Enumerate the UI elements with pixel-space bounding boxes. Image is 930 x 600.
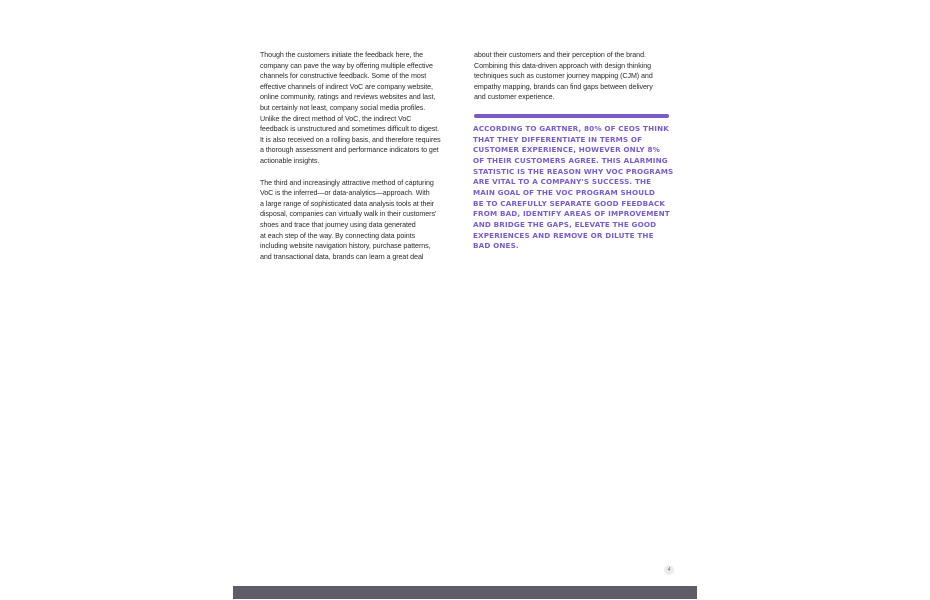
text-line: techniques such as customer journey mapping (CJM) and (474, 72, 653, 81)
text-line: VoC is the inferred—or data-analytics—approach. With (260, 189, 430, 198)
right-column (474, 50, 670, 103)
text-line: feedback is unstructured and sometimes difficult to digest. (260, 125, 440, 134)
text-line: online community, ratings and reviews websites and last, (260, 93, 436, 102)
footer-bar (233, 586, 697, 599)
text-line: effective channels of indirect VoC are company website, (260, 82, 433, 91)
pull-quote-line: FROM BAD, IDENTIFY AREAS OF IMPROVEMENT (473, 209, 670, 219)
pull-quote-line: ACCORDING TO GARTNER, 80% OF CEOS THINK (473, 124, 669, 133)
pull-quote-line: BE TO CAREFULLY SEPARATE GOOD FEEDBACK (473, 198, 666, 208)
pull-quote-line: ARE VITAL TO A COMPANY'S SUCCESS. THE (473, 177, 652, 187)
text-line: and transactional data, brands can learn a great deal (260, 252, 424, 261)
text-line: at each step of the way. By connecting data points (260, 231, 416, 240)
pull-quote-line: EXPERIENCES AND REMOVE OR DILUTE THE (473, 230, 654, 240)
text-line: and customer experience. (474, 93, 555, 102)
callout-divider (474, 114, 669, 118)
pull-quote-line: AND BRIDGE THE GAPS, ELEVATE THE GOOD (473, 219, 657, 229)
page-number: 4 (664, 565, 674, 575)
text-line: including website navigation history, purchase patterns, (260, 242, 431, 251)
pull-quote-line: CUSTOMER EXPERIENCE, HOWEVER ONLY 8% (473, 145, 660, 155)
text-line: empathy mapping, brands can find gaps between delivery (474, 82, 653, 91)
pull-quote-line: MAIN GOAL OF THE VOC PROGRAM SHOULD (473, 187, 656, 197)
paragraph-spacer (260, 167, 456, 178)
pull-quote-line: BAD ONES. (473, 241, 519, 251)
pull-quote-line: STATISTIC IS THE REASON WHY VOC PROGRAMS (473, 166, 674, 176)
text-line: Combining this data-driven approach with design thinking (474, 61, 652, 70)
text-line: shoes and trace that journey using data generated (260, 220, 416, 229)
text-line: a thorough assessment and performance indicators to get (260, 146, 439, 155)
left-column (260, 50, 456, 262)
pull-quote (473, 124, 673, 252)
text-line: company can pave the way by offering multiple effective (260, 61, 433, 70)
text-line: Though the customers initiate the feedback here, the (260, 51, 424, 59)
text-line: but certainly not least, company social media profiles. (260, 103, 426, 112)
pull-quote-line: THAT THEY DIFFERENTIATE IN TERMS OF (473, 134, 643, 144)
body-paragraph (260, 178, 456, 263)
text-line: a large range of sophisticated data analysis tools at their (260, 199, 435, 208)
text-line: disposal, companies can virtually walk in their customers' (260, 210, 437, 219)
text-line: Unlike the direct method of VoC, the indirect VoC (260, 114, 412, 123)
body-paragraph (474, 50, 670, 103)
body-paragraph (260, 50, 456, 167)
text-line: actionable insights. (260, 156, 320, 165)
text-line: about their customers and their perception of the brand. (474, 51, 646, 59)
text-line: The third and increasingly attractive method of capturing (260, 178, 434, 187)
text-line: It is also received on a rolling basis, and therefore requires (260, 135, 441, 144)
pull-quote-line: OF THEIR CUSTOMERS AGREE. THIS ALARMING (473, 155, 668, 165)
text-line: channels for constructive feedback. Some of the most (260, 72, 427, 81)
